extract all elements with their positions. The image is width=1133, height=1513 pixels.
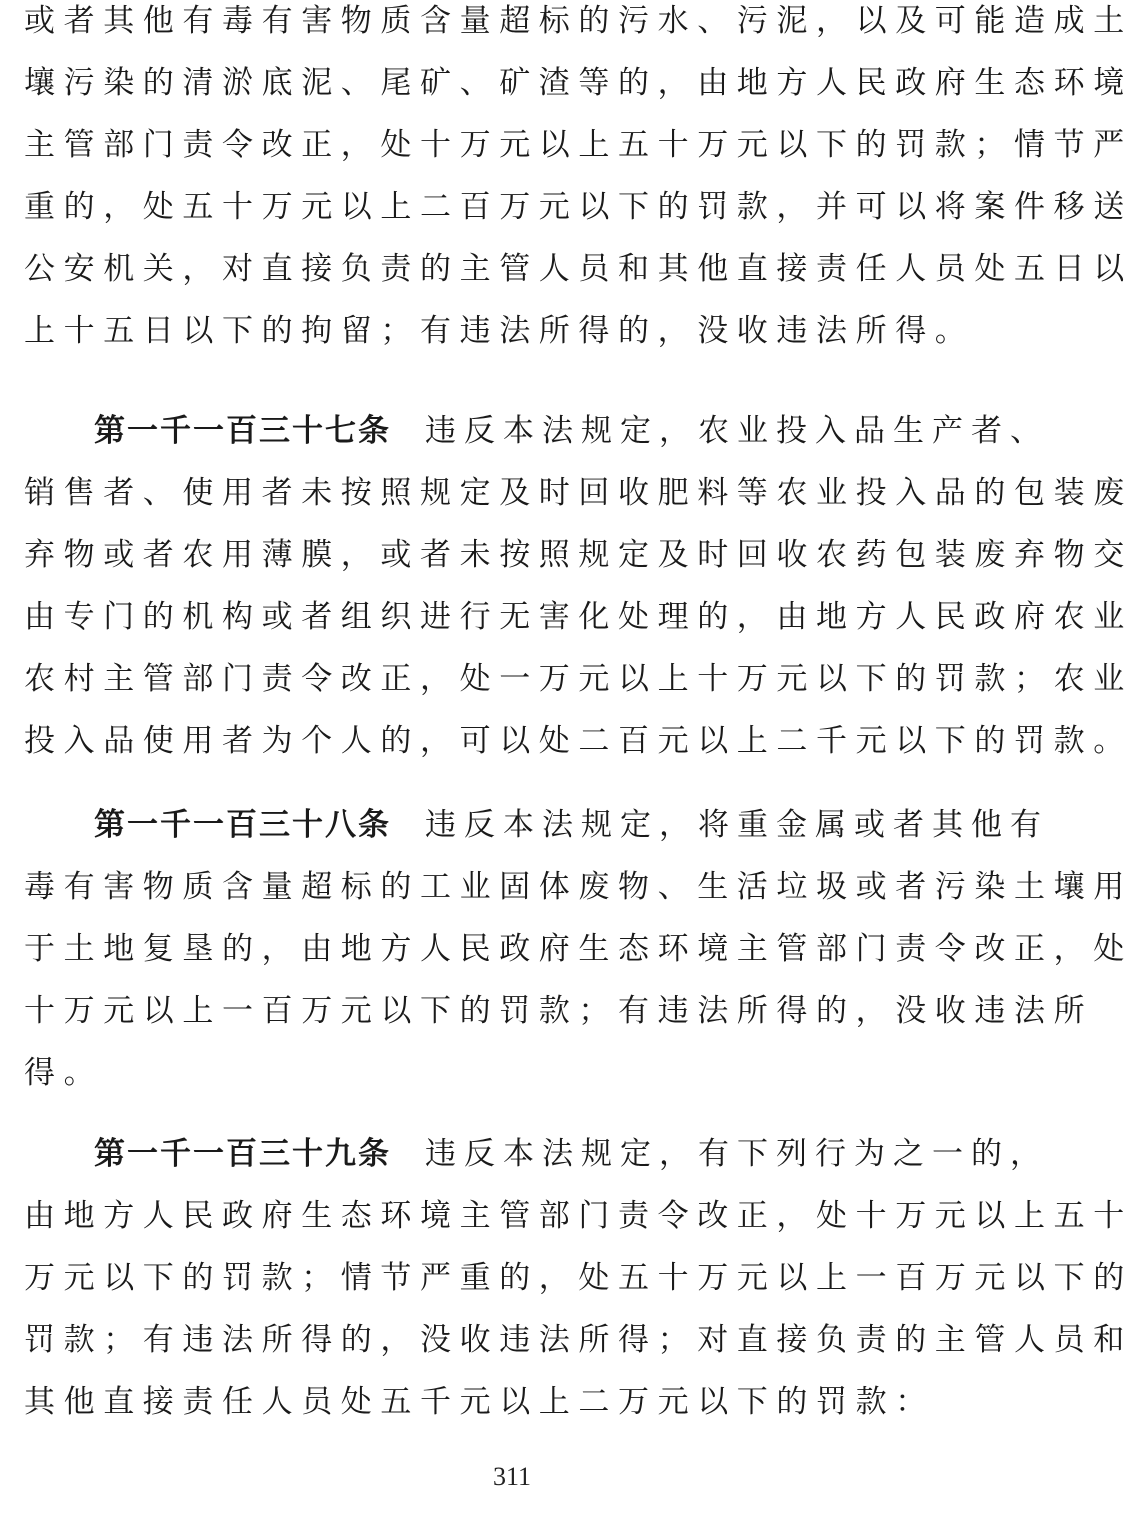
text-line: 毒有害物质含量超标的工业固体废物、生活垃圾或者污染土壤用 [24, 869, 1133, 905]
text-line: 或者其他有毒有害物质含量超标的污水、污泥，以及可能造成土 [24, 3, 1133, 39]
text-line: 主管部门责令改正，处十万元以上五十万元以下的罚款；情节严 [24, 127, 1133, 163]
paragraph-continued [24, 0, 1133, 362]
text-line: 农村主管部门责令改正，处一万元以上十万元以下的罚款；农业 [24, 661, 1133, 697]
text-line: 得。 [24, 1055, 104, 1091]
article-first-line [24, 400, 1049, 462]
text-line: 罚款；有违法所得的，没收违法所得；对直接负责的主管人员和 [24, 1322, 1133, 1358]
text-line: 弃物或者农用薄膜，或者未按照规定及时回收农药包装废弃物交 [24, 537, 1133, 573]
article-1138 [24, 794, 1133, 1104]
text-line: 销售者、使用者未按照规定及时回收肥料等农业投入品的包装废 [24, 475, 1133, 511]
text-line: 万元以下的罚款；情节严重的，处五十万元以上一百万元以下的 [24, 1260, 1133, 1296]
article-text: 违反本法规定，将重金属或者其他有 [425, 807, 1049, 843]
article-text: 违反本法规定，有下列行为之一的， [425, 1136, 1049, 1172]
text-line: 十万元以上一百万元以下的罚款；有违法所得的，没收违法所 [24, 993, 1094, 1029]
article-first-line [24, 794, 1049, 856]
article-text: 违反本法规定，农业投入品生产者、 [425, 413, 1049, 449]
text-line: 公安机关，对直接负责的主管人员和其他直接责任人员处五日以 [24, 251, 1133, 287]
text-line: 上十五日以下的拘留；有违法所得的，没收违法所得。 [24, 313, 975, 349]
text-line: 于土地复垦的，由地方人民政府生态环境主管部门责令改正，处 [24, 931, 1133, 967]
page-number: 311 [492, 1462, 532, 1491]
article-heading: 第一千一百三十七条 [94, 413, 391, 449]
text-line: 重的，处五十万元以上二百万元以下的罚款，并可以将案件移送 [24, 189, 1133, 225]
article-1137 [24, 400, 1133, 772]
text-line: 由地方人民政府生态环境主管部门责令改正，处十万元以上五十 [24, 1198, 1133, 1234]
article-1139 [24, 1123, 1133, 1433]
article-heading: 第一千一百三十九条 [94, 1136, 391, 1172]
text-line: 其他直接责任人员处五千元以上二万元以下的罚款： [24, 1384, 935, 1420]
article-first-line [24, 1123, 1049, 1185]
text-line: 投入品使用者为个人的，可以处二百元以上二千元以下的罚款。 [24, 723, 1133, 759]
text-line: 由专门的机构或者组织进行无害化处理的，由地方人民政府农业 [24, 599, 1133, 635]
article-heading: 第一千一百三十八条 [94, 807, 391, 843]
text-line: 壤污染的清淤底泥、尾矿、矿渣等的，由地方人民政府生态环境 [24, 65, 1133, 101]
